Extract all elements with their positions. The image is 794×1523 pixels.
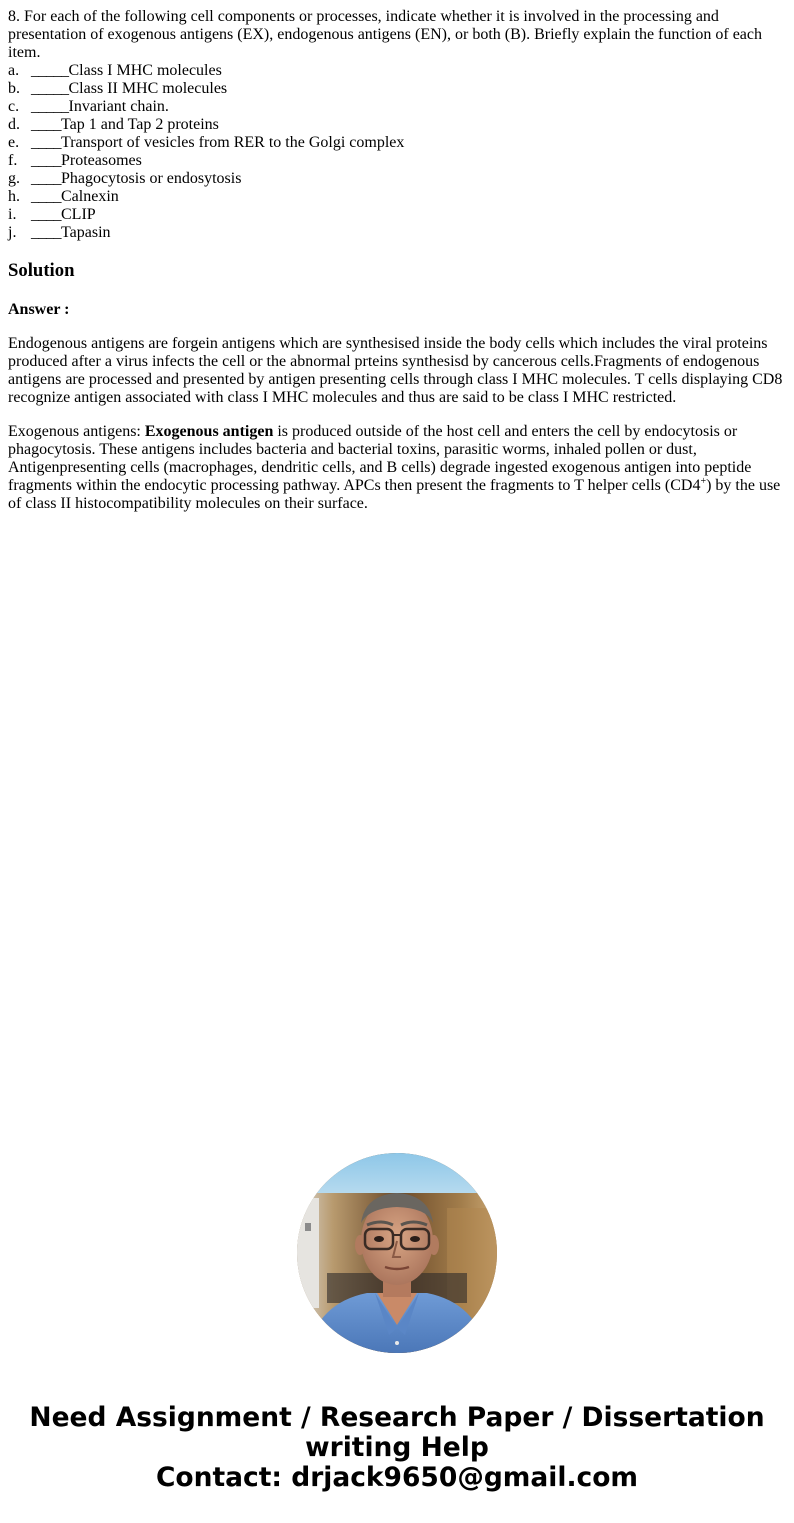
promo-line-2: writing Help bbox=[305, 1432, 489, 1463]
list-item: e. ____Transport of vesicles from RER to the Golgi complex bbox=[8, 134, 405, 151]
answer-label: Answer : bbox=[8, 301, 70, 318]
document-body bbox=[8, 8, 786, 512]
question-intro: 8. For each of the following cell components or processes, indicate whether it is involved in the processing and presentation of exogenous antigens (EX), endogenous antigens (EN), or both (B). Briefly explain the function of each item. bbox=[8, 8, 763, 61]
promo-banner bbox=[0, 1403, 794, 1493]
exogenous-paragraph: Exogenous antigens: Exogenous antigen is produced outside of the host cell and enters the cell by endocytosis or phagocytosis. These antigens includes bacteria and bacterial toxins, parasitic worms, inhaled pollen or dust, Antigenpresenting cells (macrophages, dendritic cells, and B cells) degrade ingested exogenous antigen into peptide fragments within the endocytic processing pathway. APCs then present the fragments to T helper cells (CD4+) by the use of class II histocompatibility molecules on their surface. bbox=[8, 423, 781, 512]
list-item: b. _____Class II MHC molecules bbox=[8, 80, 228, 97]
promo-contact[interactable]: Contact: drjack9650@gmail.com bbox=[155, 1462, 639, 1493]
list-item: a. _____Class I MHC molecules bbox=[8, 62, 222, 79]
exogenous-antigen-term: Exogenous antigen bbox=[144, 423, 274, 440]
avatar bbox=[297, 1153, 497, 1353]
question-block bbox=[8, 8, 786, 242]
question-items-list bbox=[8, 62, 786, 242]
list-item: i. ____CLIP bbox=[8, 206, 96, 223]
list-item: j. ____Tapasin bbox=[8, 224, 111, 241]
list-item: g. ____Phagocytosis or endosytosis bbox=[8, 170, 242, 187]
list-item: f. ____Proteasomes bbox=[8, 152, 142, 169]
list-item: d. ____Tap 1 and Tap 2 proteins bbox=[8, 116, 219, 133]
list-item: h. ____Calnexin bbox=[8, 188, 119, 205]
solution-heading: Solution bbox=[8, 260, 75, 281]
endogenous-paragraph: Endogenous antigens are forgein antigens which are synthesised inside the body cells which includes the viral proteins produced after a virus infects the cell or the abnormal prteins synthesisd by cancerous cells.Fragments of endogenous antigens are processed and presented by antigen presenting cells through class I MHC molecules. T cells displaying CD8 recognize antigen associated with class I MHC molecules and thus are said to be class I MHC restricted. bbox=[8, 335, 783, 406]
list-item: c. _____Invariant chain. bbox=[8, 98, 169, 115]
avatar-portrait-image bbox=[297, 1153, 497, 1353]
promo-line-1: Need Assignment / Research Paper / Dissertation bbox=[29, 1402, 765, 1433]
